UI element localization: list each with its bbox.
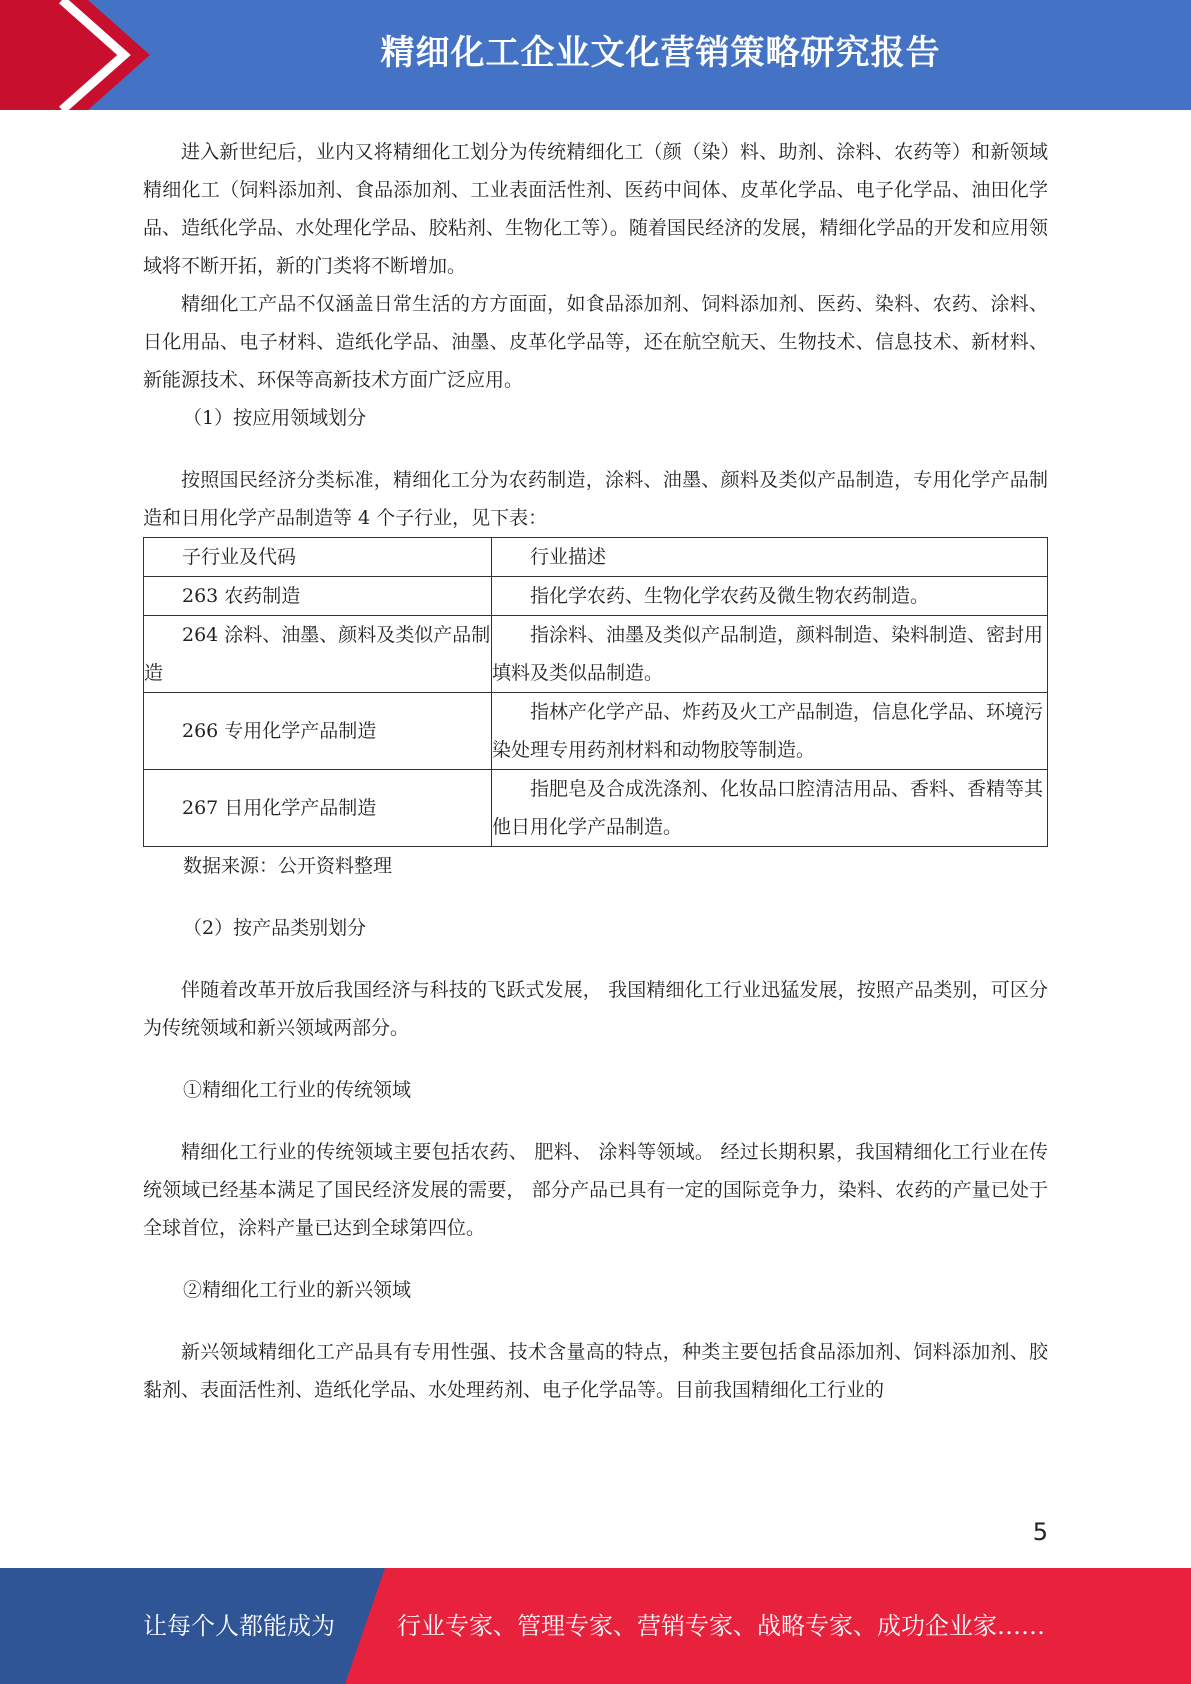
footer-slogan-right: 行业专家、管理专家、营销专家、战略专家、成功企业家…… bbox=[397, 1612, 1045, 1640]
industry-table bbox=[143, 537, 1048, 847]
paragraph: 新兴领域精细化工产品具有专用性强、技术含量高的特点，种类主要包括食品添加剂、饲料添加剂、胶黏剂、表面活性剂、造纸化学品、水处理药剂、电子化学品等。目前我国精细化工行业的 bbox=[143, 1341, 1048, 1401]
table-cell-description: 指肥皂及合成洗涤剂、化妆品口腔清洁用品、香料、香精等其他日用化学产品制造。 bbox=[492, 770, 1048, 847]
spacer bbox=[143, 1109, 1048, 1133]
paragraph: 按照国民经济分类标准，精细化工分为农药制造，涂料、油墨、颜料及类似产品制造，专用化学产品制造和日用化学产品制造等 4 个子行业，见下表： bbox=[143, 469, 1048, 529]
table-cell-code: 263 农药制造 bbox=[144, 577, 492, 616]
table-header-row bbox=[144, 538, 1048, 577]
page-footer bbox=[0, 1568, 1191, 1684]
section-heading: ②精细化工行业的新兴领域 bbox=[183, 1279, 412, 1301]
spacer bbox=[143, 1309, 1048, 1333]
table-row bbox=[144, 616, 1048, 693]
section-heading: （1）按应用领域划分 bbox=[183, 407, 367, 429]
table-cell-code: 266 专用化学产品制造 bbox=[144, 693, 492, 770]
table-cell-description: 指林产化学产品、炸药及火工产品制造，信息化学品、环境污染处理专用药剂材料和动物胶等制造。 bbox=[492, 693, 1048, 770]
table-header-cell: 行业描述 bbox=[492, 538, 1048, 577]
spacer bbox=[143, 1247, 1048, 1271]
paragraph: 进入新世纪后，业内又将精细化工划分为传统精细化工（颜（染）料、助剂、涂料、农药等）和新领域精细化工（饲料添加剂、食品添加剂、工业表面活性剂、医药中间体、皮革化学品、电子化学品、油田化学品、造纸化学品、水处理化学品、胶粘剂、生物化工等）。随着国民经济的发展，精细化学品的开发和应用领域将不断开拓，新的门类将不断增加。 bbox=[143, 141, 1048, 277]
table-cell-description: 指涂料、油墨及类似产品制造，颜料制造、染料制造、密封用填料及类似品制造。 bbox=[492, 616, 1048, 693]
page-header bbox=[0, 0, 1191, 110]
footer-slogan-left: 让每个人都能成为 bbox=[143, 1612, 335, 1640]
paragraph: 伴随着改革开放后我国经济与科技的飞跃式发展， 我国精细化工行业迅猛发展，按照产品类别，可区分为传统领域和新兴领域两部分。 bbox=[143, 979, 1048, 1039]
document-body bbox=[143, 133, 1048, 1409]
section-heading: ①精细化工行业的传统领域 bbox=[183, 1079, 412, 1101]
table-row bbox=[144, 770, 1048, 847]
table-row bbox=[144, 577, 1048, 616]
spacer bbox=[143, 885, 1048, 909]
report-title: 精细化工企业文化营销策略研究报告 bbox=[380, 33, 941, 73]
table-cell-code: 264 涂料、油墨、颜料及类似产品制造 bbox=[144, 616, 492, 693]
spacer bbox=[143, 1047, 1048, 1071]
spacer bbox=[143, 947, 1048, 971]
data-source-note: 数据来源：公开资料整理 bbox=[183, 855, 393, 877]
spacer bbox=[143, 437, 1048, 461]
table-header-cell: 子行业及代码 bbox=[144, 538, 492, 577]
table-cell-description: 指化学农药、生物化学农药及微生物农药制造。 bbox=[492, 577, 1048, 616]
page-number: 5 bbox=[1032, 1518, 1048, 1546]
paragraph: 精细化工行业的传统领域主要包括农药、 肥料、 涂料等领域。 经过长期积累，我国精细化工行业在传统领域已经基本满足了国民经济发展的需要， 部分产品已具有一定的国际竞争力，染料、农药的产量已处于全球首位，涂料产量已达到全球第四位。 bbox=[143, 1141, 1048, 1239]
paragraph: 精细化工产品不仅涵盖日常生活的方方面面，如食品添加剂、饲料添加剂、医药、染料、农药、涂料、日化用品、电子材料、造纸化学品、油墨、皮革化学品等，还在航空航天、生物技术、信息技术、新材料、新能源技术、环保等高新技术方面广泛应用。 bbox=[143, 293, 1048, 391]
section-heading: （2）按产品类别划分 bbox=[183, 917, 367, 939]
table-row bbox=[144, 693, 1048, 770]
table-cell-code: 267 日用化学产品制造 bbox=[144, 770, 492, 847]
